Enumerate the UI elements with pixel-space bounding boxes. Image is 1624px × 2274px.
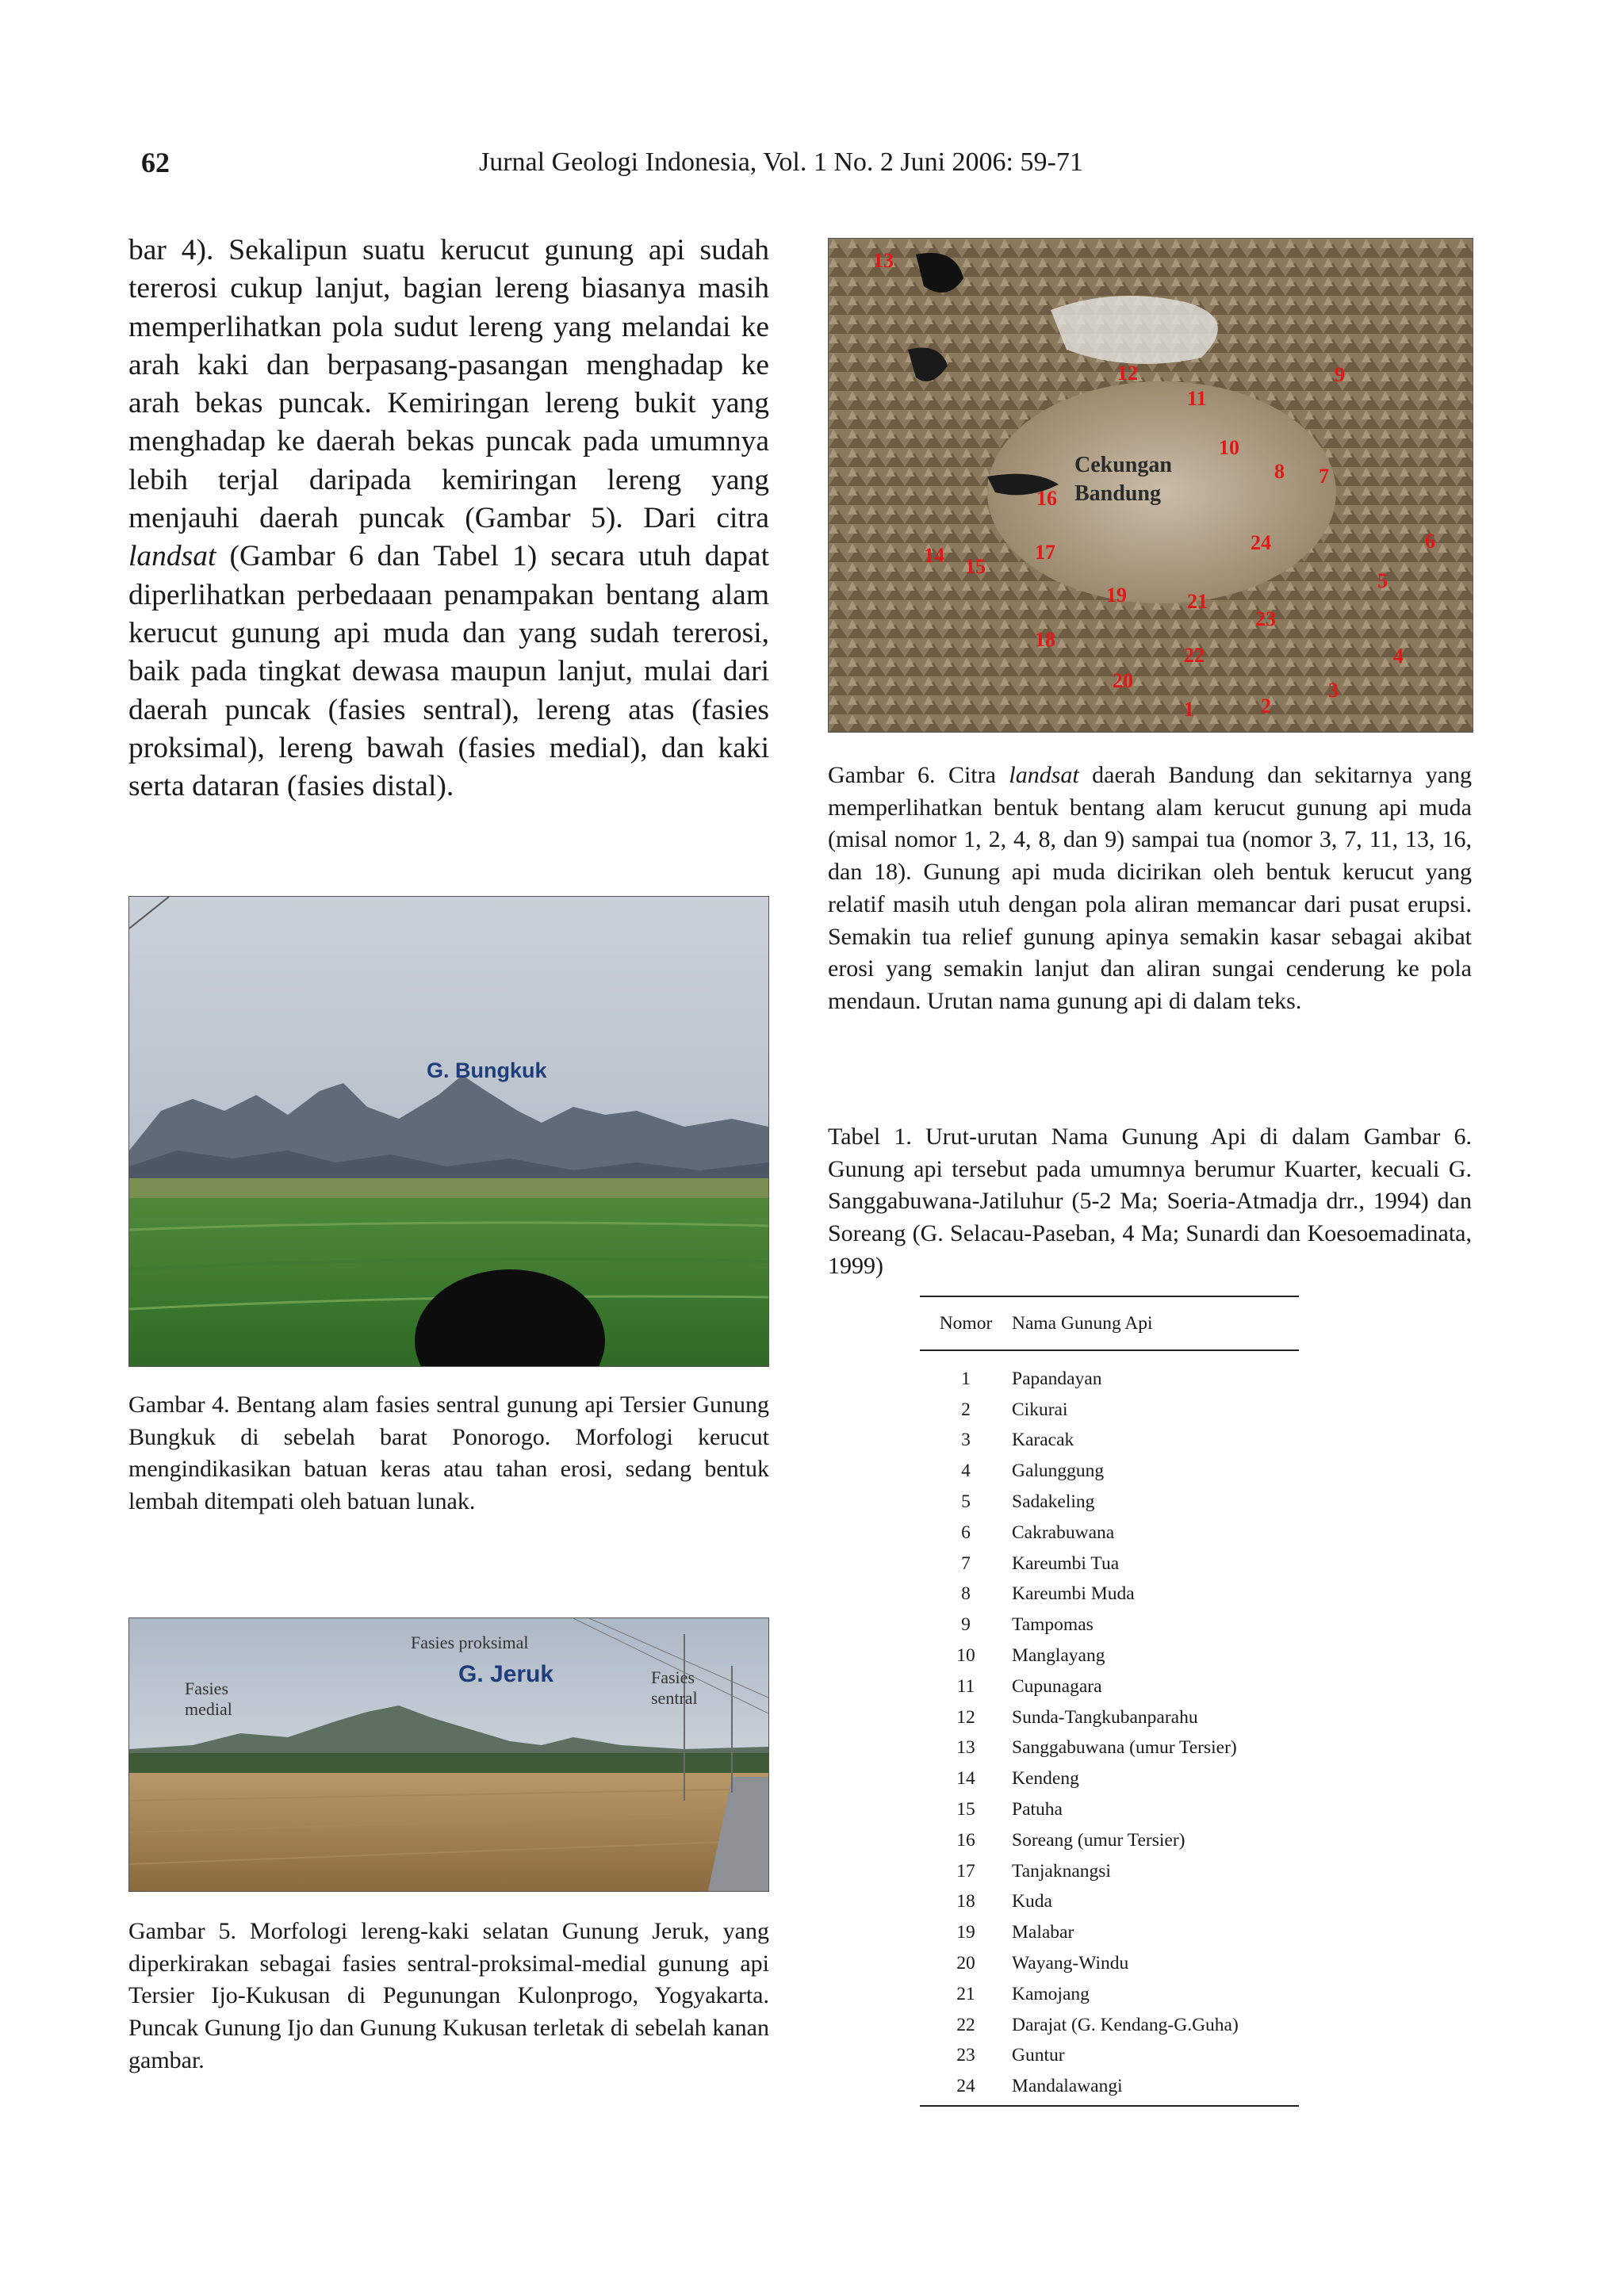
map-number-label: 1: [1184, 698, 1194, 721]
map-number-label: 24: [1251, 531, 1271, 554]
table-cell-nomor: 6: [961, 1522, 971, 1543]
table-cell-nomor: 5: [961, 1491, 971, 1513]
table-row: [920, 1364, 1299, 1395]
table-cell-nomor: 23: [956, 2045, 975, 2066]
table-cell-nama: Mandalawangi: [1012, 2076, 1123, 2097]
table-row: [920, 1487, 1299, 1518]
table-row: [920, 1426, 1299, 1457]
table-cell-nomor: 20: [956, 1953, 975, 1974]
table-cell-nama: Galunggung: [1012, 1460, 1105, 1482]
table-cell-nomor: 2: [961, 1399, 971, 1420]
table-row: [920, 2041, 1299, 2072]
table-row: [920, 1671, 1299, 1702]
table-cell-nama: Kareumbi Muda: [1012, 1583, 1135, 1605]
table-row: [920, 1733, 1299, 1764]
table-cell-nomor: 1: [961, 1368, 971, 1389]
table-cell-nomor: 18: [956, 1891, 975, 1912]
table-cell-nomor: 24: [956, 2076, 975, 2097]
table-cell-nomor: 14: [956, 1768, 975, 1790]
table-row: [920, 1610, 1299, 1640]
table-cell-nomor: 22: [956, 2014, 975, 2035]
table1-header-nomor: Nomor: [939, 1312, 993, 1334]
map-number-label: 10: [1219, 436, 1239, 459]
table-row: [920, 1887, 1299, 1918]
table1-header-nama: Nama Gunung Api: [1012, 1312, 1153, 1334]
table1-caption-text: Tabel 1. Urut-urutan Nama Gunung Api di dalam Gambar 6. Gunung api tersebut pada umumnya berumur Kuarter, kecuali G. Sanggabuwana-Jatiluhur (5-2 Ma; Soeria-Atmadja drr., 1994) dan Soreang (G. Selacau-Paseban, 4 Ma; Sunardi dan Koesoemadinata, 1999): [828, 1124, 1472, 1279]
map-number-label: 12: [1117, 362, 1138, 385]
table-cell-nama: Soreang (umur Tersier): [1012, 1829, 1185, 1851]
figure6-map: [828, 238, 1473, 733]
figure6-caption: [828, 760, 1472, 1018]
table-row: [920, 1456, 1299, 1487]
table-row: [920, 1856, 1299, 1887]
figure4-photo: [128, 896, 769, 1367]
table1-body: [920, 1351, 1299, 2102]
figure5-caption-text: Gambar 5. Morfologi lereng-kaki selatan Gunung Jeruk, yang diperkirakan sebagai fasies sentral-proksimal-medial gunung api Tersier Ijo-Kukusan di Pegunungan Kulonprogo, Yogyakarta. Puncak Gunung Ijo dan Gunung Kukusan terletak di sebelah kanan gambar.: [128, 1918, 769, 2073]
table-cell-nama: Karacak: [1012, 1430, 1074, 1451]
figure5-label-sentral-1: Fasies: [651, 1667, 695, 1687]
table-cell-nama: Guntur: [1012, 2045, 1065, 2066]
map-number-label: 5: [1377, 569, 1388, 592]
map-number-label: 9: [1335, 363, 1345, 386]
figure5-label-main: G. Jeruk: [458, 1661, 554, 1687]
table-row: [920, 1395, 1299, 1426]
map-number-label: 14: [924, 544, 944, 567]
table-cell-nama: Kendeng: [1012, 1768, 1079, 1790]
table-cell-nama: Tampomas: [1012, 1614, 1094, 1636]
table-cell-nama: Malabar: [1012, 1922, 1074, 1943]
map-number-label: 20: [1113, 669, 1133, 692]
figure5-label-sentral-2: sentral: [651, 1688, 698, 1708]
body-text-part2: (Gambar 6 dan Tabel 1) secara utuh dapat diperlihatkan perbedaaan penampakan bentang alam kerucut gunung api muda dan yang sudah tererosi, baik pada tingkat dewasa maupun lanjut, mulai dari daerah puncak (fasies sentral), lereng atas (fasies proksimal), lereng bawah (fasies medial), dan kaki serta dataran (fasies distal).: [128, 540, 769, 803]
table-cell-nama: Sadakeling: [1012, 1491, 1095, 1513]
table-cell-nomor: 13: [956, 1737, 975, 1759]
table-row: [920, 1794, 1299, 1825]
table-cell-nama: Kamojang: [1012, 1983, 1090, 2004]
table-cell-nomor: 19: [956, 1922, 975, 1943]
table-row: [920, 1948, 1299, 1979]
map-number-label: 22: [1184, 644, 1205, 667]
table-cell-nama: Kareumbi Tua: [1012, 1552, 1120, 1574]
body-text-part1: bar 4). Sekalipun suatu kerucut gunung api sudah tererosi cukup lanjut, bagian lereng biasanya masih memperlihatkan pola sudut lereng yang melandai ke arah kaki dan berpasang-pasangan menghadap ke arah bekas puncak. Kemiringan lereng bukit yang menghadap ke daerah bekas puncak pada umumnya lebih terjal daripada kemiringan lereng yang menjauhi daerah puncak (Gambar 5). Dari citra: [128, 234, 769, 535]
table-row: [920, 1917, 1299, 1948]
table-cell-nama: Patuha: [1012, 1799, 1063, 1820]
map-number-label: 18: [1035, 628, 1055, 651]
figure5-label-proksimal: Fasies proksimal: [411, 1633, 529, 1652]
table-cell-nama: Darajat (G. Kendang-G.Guha): [1012, 2014, 1239, 2035]
table-cell-nomor: 9: [961, 1614, 971, 1636]
map-number-label: 16: [1036, 487, 1057, 510]
map-number-label: 6: [1425, 530, 1435, 553]
table-cell-nama: Manglayang: [1012, 1645, 1105, 1667]
figure6-basin-label-1: Cekungan: [1074, 453, 1172, 477]
map-number-label: 7: [1319, 465, 1329, 488]
table-cell-nama: Sunda-Tangkubanparahu: [1012, 1706, 1198, 1728]
figure6-basin-label-2: Bandung: [1074, 481, 1161, 506]
table-row: [920, 2071, 1299, 2102]
body-text-italic: landsat: [128, 540, 216, 573]
figure4-caption: [128, 1389, 769, 1518]
table-cell-nomor: 17: [956, 1860, 975, 1882]
page-number: 62: [141, 147, 170, 178]
map-number-label: 19: [1106, 584, 1127, 607]
map-number-label: 3: [1328, 679, 1339, 702]
map-number-label: 21: [1187, 590, 1208, 613]
figure4-caption-text: Gambar 4. Bentang alam fasies sentral gunung api Tersier Gunung Bungkuk di sebelah barat Ponorogo. Morfologi kerucut mengindikasikan batuan keras atau tahan erosi, sedang bentuk lembah ditempati oleh batuan lunak.: [128, 1392, 769, 1515]
table-cell-nomor: 16: [956, 1829, 975, 1851]
table-row: [920, 1763, 1299, 1794]
table1: [920, 1296, 1299, 2107]
figure5-label-medial-2: medial: [185, 1699, 232, 1719]
table-cell-nama: Kuda: [1012, 1891, 1052, 1912]
running-header: Jurnal Geologi Indonesia, Vol. 1 No. 2 Juni 2006: 59-71: [479, 147, 1083, 177]
table-cell-nomor: 4: [961, 1460, 971, 1482]
map-number-label: 4: [1393, 645, 1404, 668]
table-row: [920, 1979, 1299, 2010]
map-number-label: 8: [1274, 460, 1285, 483]
table-row: [920, 1640, 1299, 1671]
table-cell-nama: Cupunagara: [1012, 1675, 1102, 1697]
table-cell-nomor: 10: [956, 1645, 975, 1667]
table-row: [920, 1825, 1299, 1856]
table-cell-nomor: 7: [961, 1552, 971, 1574]
table-row: [920, 1579, 1299, 1610]
table-cell-nomor: 3: [961, 1430, 971, 1451]
figure5-label-medial-1: Fasies: [185, 1679, 228, 1698]
table-row: [920, 1518, 1299, 1549]
figure6-caption-part1: Gambar 6. Citra: [828, 762, 1009, 788]
table-cell-nomor: 21: [956, 1983, 975, 2004]
figure6-caption-part2: daerah Bandung dan sekitarnya yang memperlihatkan bentuk bentang alam kerucut gunung api muda (misal nomor 1, 2, 4, 8, dan 9) sampai tua (nomor 3, 7, 11, 13, 16, dan 18). Gunung api muda dicirikan oleh bentuk kerucut yang relatif masih utuh dengan pola aliran memancar dari pusat erupsi. Semakin tua relief gunung apinya semakin kasar sebagai akibat erosi yang semakin lanjut dan aliran sungai cenderung ke pola mendaun. Urutan nama gunung api di dalam teks.: [828, 762, 1472, 1014]
map-number-label: 23: [1255, 607, 1276, 630]
figure6-caption-italic: landsat: [1009, 762, 1079, 788]
table-cell-nama: Papandayan: [1012, 1368, 1102, 1389]
table-cell-nama: Wayang-Windu: [1012, 1953, 1129, 1974]
table-row: [920, 1702, 1299, 1733]
table-cell-nama: Tanjaknangsi: [1012, 1860, 1111, 1882]
table-cell-nomor: 15: [956, 1799, 975, 1820]
table-cell-nama: Sanggabuwana (umur Tersier): [1012, 1737, 1237, 1759]
table-row: [920, 1549, 1299, 1579]
table1-caption: [828, 1121, 1472, 1283]
table-cell-nomor: 8: [961, 1583, 971, 1605]
map-number-label: 13: [873, 249, 894, 272]
table-row: [920, 2010, 1299, 2041]
map-number-label: 2: [1261, 695, 1271, 718]
figure4-photo-label: G. Bungkuk: [427, 1059, 547, 1082]
map-number-label: 17: [1035, 541, 1055, 564]
table-cell-nama: Cakrabuwana: [1012, 1522, 1115, 1543]
map-number-label: 15: [965, 555, 986, 578]
table-cell-nama: Cikurai: [1012, 1399, 1068, 1420]
table-cell-nomor: 12: [956, 1706, 975, 1728]
table-cell-nomor: 11: [956, 1675, 975, 1697]
figure5-photo: [128, 1617, 769, 1892]
body-text: [128, 232, 769, 806]
figure5-caption: [128, 1916, 769, 2077]
map-number-label: 11: [1187, 387, 1207, 410]
